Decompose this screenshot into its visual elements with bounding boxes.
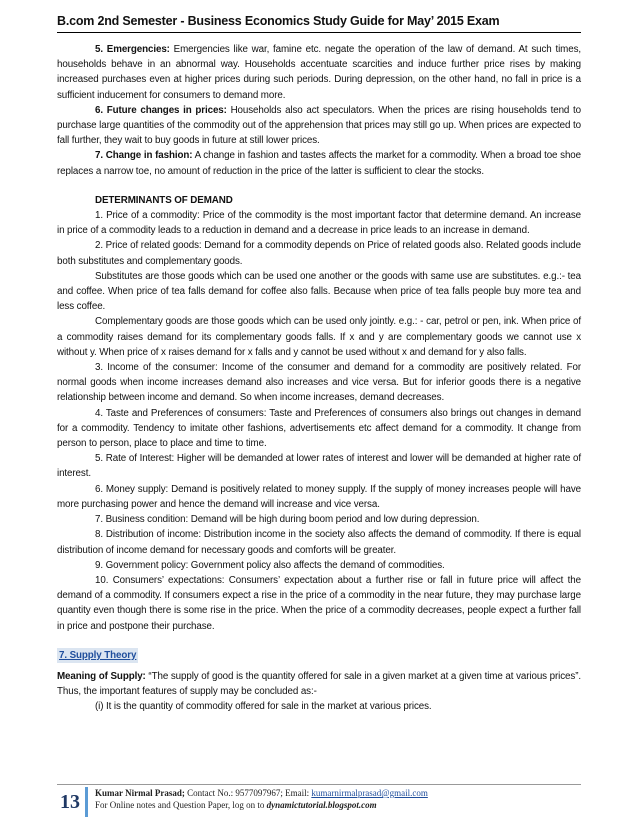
- document-body: [57, 42, 581, 715]
- determinant-paragraph: 6. Money supply: Demand is positively related to money supply. If the supply of money increases people will have more purchasing power and hence the demand will increase and vice versa.: [57, 483, 581, 510]
- determinant-paragraph: 4. Taste and Preferences of consumers: Taste and Preferences of consumers also brings out changes in demand for a commodity. Tendency to imitate other fashions, advertisements etc affect demand for a commodity. It change from person to person, place to place and time to time.: [57, 407, 581, 450]
- intro-item-future-prices: 6. Future changes in prices: Households also act speculators. When the prices are rising households tend to purchase large quantities of the commodity out of the apprehension that prices may still go up. When prices are expected to fall further, they wait to buy goods in future at still lower prices.: [57, 104, 581, 147]
- footer-divider: [85, 787, 88, 817]
- intro-item-fashion: 7. Change in fashion: A change in fashion and tastes affects the market for a commodity. When a broad toe shoe replaces a narrow toe, no amount of reduction in the price of the latter is sufficient to clear the stocks.: [57, 150, 581, 177]
- supply-heading: 7. Supply Theory: [57, 648, 138, 663]
- determinant-paragraph: 10. Consumers’ expectations: Consumers’ expectation about a further rise or fall in future price will affect the demand of a commodity. If consumers expect a rise in the price of a commodity in the near future, they may purchase large quantity even though there is some rise in the price. When the price of a commodity decreases, people expect a further fall in price and postpone their purchase.: [57, 574, 581, 632]
- supply-meaning: Meaning of Supply: “The supply of good is the quantity offered for sale in a given market at a given time at various prices”. Thus, the important features of supply may be concluded as:-: [57, 670, 581, 698]
- determinant-paragraph: 5. Rate of Interest: Higher will be demanded at lower rates of interest and lower will be demanded at higher rate of interest.: [57, 453, 581, 480]
- footer-online-line: For Online notes and Question Paper, log on to dynamictutorial.blogspot.com: [95, 800, 377, 810]
- header-title: B.com 2nd Semester - Business Economics Study Guide for May’ 2015 Exam: [57, 14, 500, 28]
- determinant-paragraph: 1. Price of a commodity: Price of the commodity is the most important factor that determine demand. An increase in price of a commodity leads to a reduction in demand and a decrease in price leads to an increase in demand.: [57, 210, 581, 237]
- page-header: [57, 14, 581, 33]
- page-number: 13: [60, 790, 80, 813]
- site-link[interactable]: dynamictutorial.blogspot.com: [266, 800, 377, 810]
- supply-section-title: [57, 648, 581, 663]
- footer-text: [95, 787, 428, 811]
- page-footer: [57, 784, 581, 819]
- intro-item-emergencies: 5. Emergencies: Emergencies like war, famine etc. negate the operation of the law of demand. At such times, households behave in an abnormal way. Households accentuate scarcities and induce further price rises by making increased purchases even at higher prices during such periods. During depression, on the other hand, no fall in price is a sufficient inducement for consumers to demand more.: [57, 44, 581, 101]
- determinant-paragraph: Complementary goods are those goods which can be used only jointly. e.g.: - car, petrol or pen, ink. When price of a commodity raises demand for its complementary goods falls. If x and y are complementary goods we cannot use x without y. When price of x raises demand for x falls and y cannot be used without x and demand for y also falls.: [57, 316, 581, 358]
- determinant-paragraph: 9. Government policy: Government policy also affects the demand of commodities.: [95, 559, 445, 571]
- determinant-paragraph: 7. Business condition: Demand will be high during boom period and low during depression.: [95, 514, 480, 526]
- determinant-paragraph: Substitutes are those goods which can be used one another or the goods with same use are substitutes. e.g.:- tea and coffee. When price of tea falls demand for coffee also falls. Because when price of tea falls people buy more tea and less coffee.: [57, 270, 581, 313]
- supply-point-1: (i) It is the quantity of commodity offered for sale in the market at various prices.: [95, 701, 432, 713]
- determinants-heading: DETERMINANTS OF DEMAND: [95, 194, 233, 206]
- email-link[interactable]: kumarnirmalprasad@gmail.com: [311, 788, 428, 798]
- determinant-paragraph: 3. Income of the consumer: Income of the consumer and demand for a commodity are positively related. For normal goods when income increases demand also increases and vice versa. But for inferior goods there is a negative relationship between income and demand. So when income increases, demand decreases.: [57, 362, 581, 404]
- footer-contact-line: Kumar Nirmal Prasad; Contact No.: 9577097967; Email: kumarnirmalprasad@gmail.com: [95, 788, 428, 798]
- determinant-paragraph: 8. Distribution of income: Distribution income in the society also affects the demand of commodity. If there is equal distribution of income demand for necessary goods and comforts will be greater.: [57, 529, 581, 556]
- determinant-paragraph: 2. Price of related goods: Demand for a commodity depends on Price of related goods also. Related goods include both substitutes and complementary goods.: [57, 240, 581, 267]
